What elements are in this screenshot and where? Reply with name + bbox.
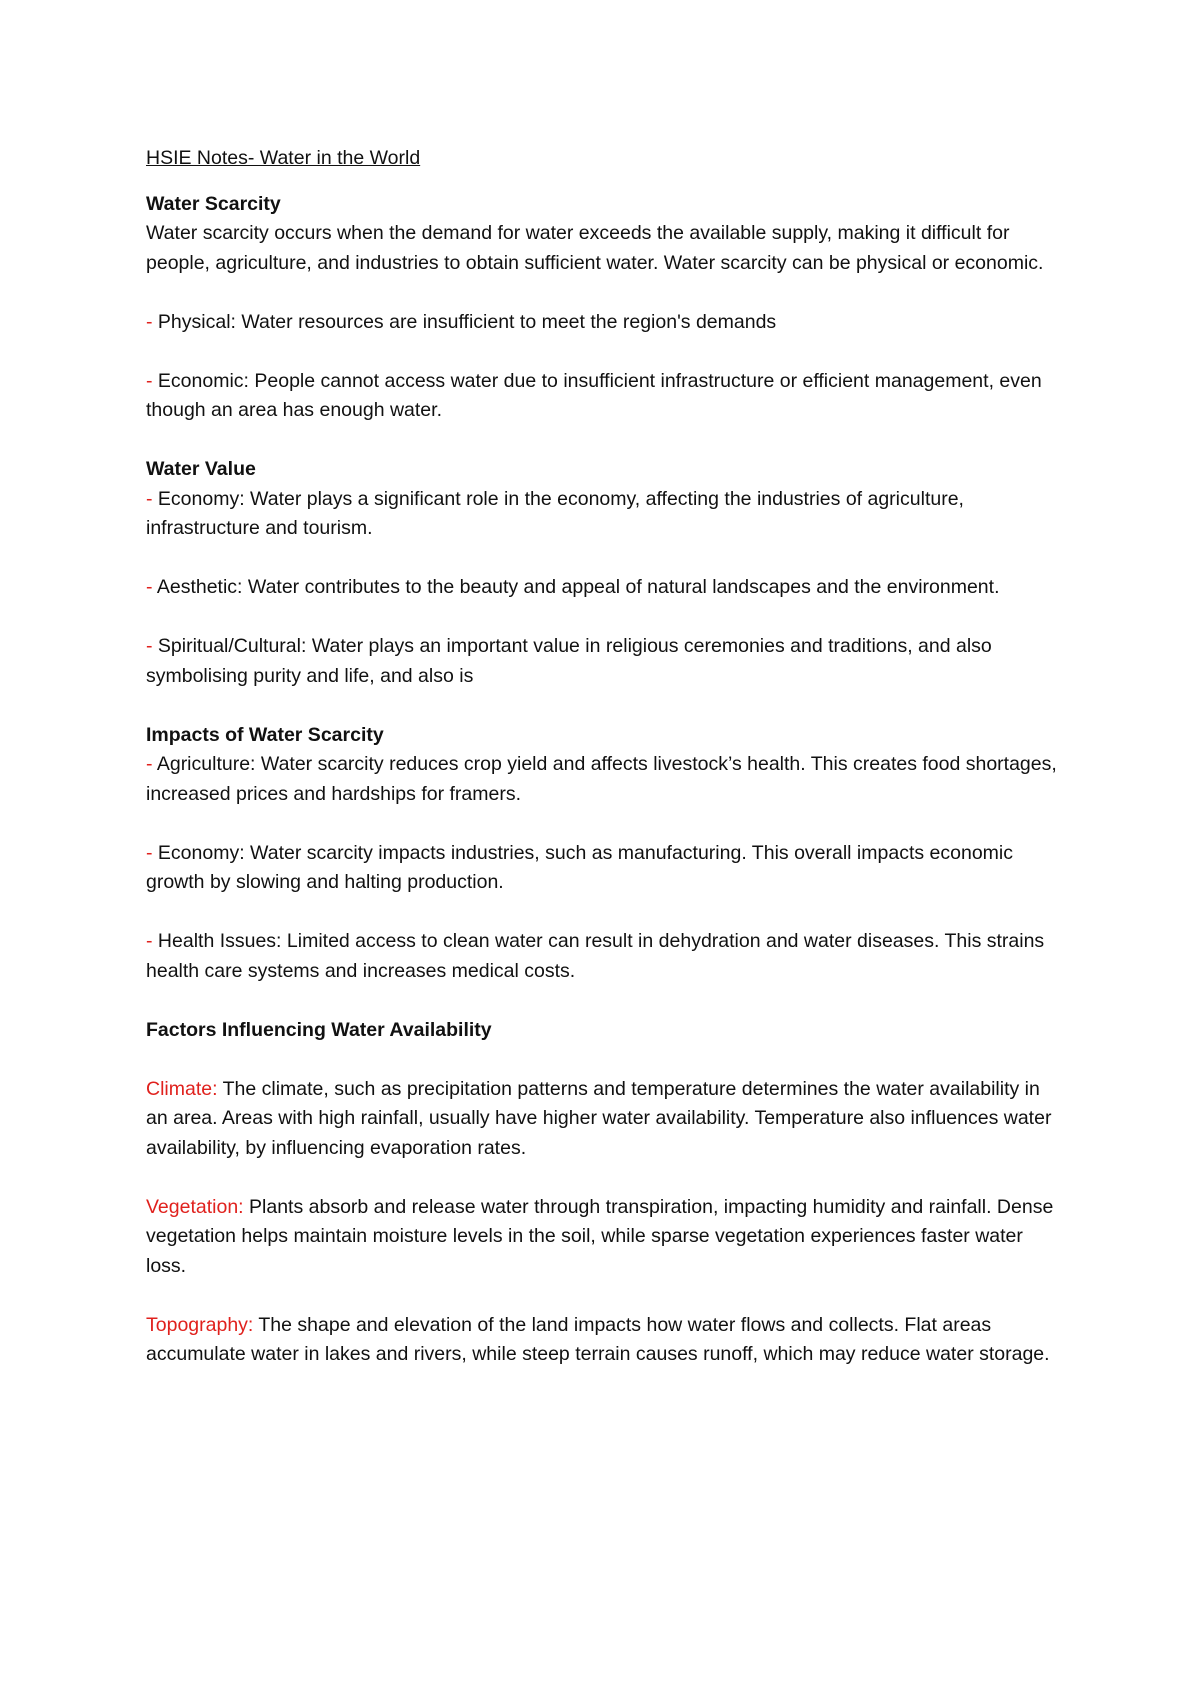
bullet-dash: - bbox=[146, 930, 153, 952]
bullet-item bbox=[146, 839, 1066, 898]
bullet-text: Economy: Water plays a significant role in the economy, affecting the industries of agriculture, infrastructure and tourism. bbox=[146, 487, 964, 539]
section-impacts bbox=[146, 721, 1066, 987]
section-water-value bbox=[146, 455, 1066, 691]
bullet-item bbox=[146, 750, 1066, 809]
bullet-dash: - bbox=[146, 576, 153, 598]
section-heading: Impacts of Water Scarcity bbox=[146, 723, 384, 746]
bullet-item bbox=[146, 485, 1066, 544]
section-heading: Water Value bbox=[146, 458, 256, 480]
bullet-text: Agriculture: Water scarcity reduces crop yield and affects livestock’s health. This creates food shortages, increased prices and hardships for framers. bbox=[146, 753, 1057, 805]
section-factors bbox=[146, 1016, 1066, 1370]
bullet-text: Health Issues: Limited access to clean water can result in dehydration and water diseases. This strains health care systems and increases medical costs. bbox=[146, 930, 1045, 982]
bullet-dash: - bbox=[146, 841, 153, 864]
factor-item bbox=[146, 1075, 1066, 1164]
factor-label: Climate: bbox=[146, 1077, 218, 1100]
factor-text: The shape and elevation of the land impacts how water flows and collects. Flat areas accumulate water in lakes and rivers, while steep terrain causes runoff, which may reduce water storage. bbox=[146, 1313, 1050, 1365]
document-title: HSIE Notes- Water in the World bbox=[146, 147, 421, 169]
factor-label: Vegetation: bbox=[146, 1195, 244, 1218]
bullet-text: Economic: People cannot access water due to insufficient infrastructure or efficient management, even though an area has enough water. bbox=[146, 369, 1042, 421]
bullet-text: Economy: Water scarcity impacts industries, such as manufacturing. This overall impacts economic growth by slowing and halting production. bbox=[146, 841, 1013, 893]
bullet-text: Physical: Water resources are insufficient to meet the region's demands bbox=[152, 310, 777, 333]
bullet-item bbox=[146, 367, 1066, 426]
factor-text: The climate, such as precipitation patterns and temperature determines the water availability in an area. Areas with high rainfall, usually have higher water availability. Temperature also influences water availability, by influencing evaporation rates. bbox=[146, 1077, 1052, 1159]
bullet-text: Spiritual/Cultural: Water plays an important value in religious ceremonies and traditions, and also symbolising purity and life, and also is bbox=[146, 635, 992, 687]
document-page bbox=[146, 144, 1066, 1399]
factor-item bbox=[146, 1311, 1066, 1370]
bullet-dash: - bbox=[146, 369, 153, 392]
section-water-scarcity bbox=[146, 190, 1066, 426]
section-intro: Water scarcity occurs when the demand for water exceeds the available supply, making it difficult for people, agriculture, and industries to obtain sufficient water. Water scarcity can be physical or economic. bbox=[146, 222, 1044, 274]
bullet-item bbox=[146, 927, 1066, 986]
bullet-dash: - bbox=[146, 487, 153, 510]
bullet-text: Aesthetic: Water contributes to the beauty and appeal of natural landscapes and the environment. bbox=[152, 576, 1000, 598]
bullet-item bbox=[146, 308, 1066, 338]
section-heading: Water Scarcity bbox=[146, 192, 281, 215]
factor-text: Plants absorb and release water through transpiration, impacting humidity and rainfall. Dense vegetation helps maintain moisture levels in the soil, while sparse vegetation experiences faster water loss. bbox=[146, 1195, 1054, 1277]
bullet-dash: - bbox=[146, 635, 153, 657]
factor-item bbox=[146, 1193, 1066, 1282]
bullet-item bbox=[146, 632, 1066, 691]
bullet-dash: - bbox=[146, 753, 153, 775]
factor-label: Topography: bbox=[146, 1313, 254, 1336]
bullet-dash: - bbox=[146, 310, 153, 333]
bullet-item bbox=[146, 573, 1066, 603]
section-heading: Factors Influencing Water Availability bbox=[146, 1018, 492, 1041]
spacer bbox=[146, 1045, 1066, 1075]
